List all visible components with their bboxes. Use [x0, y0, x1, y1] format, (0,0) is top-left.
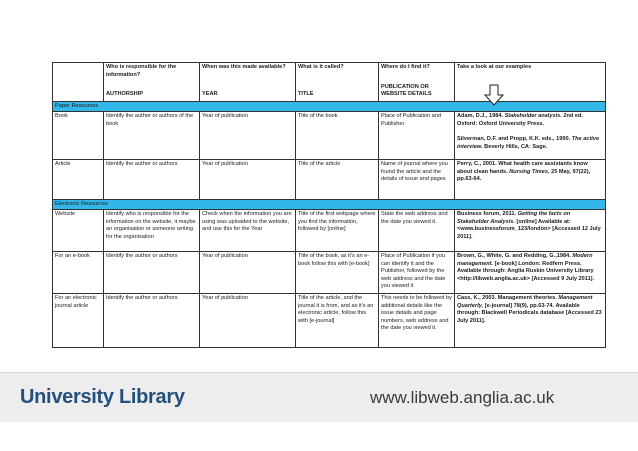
row-type: For an electronic journal article — [53, 294, 104, 348]
header-title — [296, 63, 379, 102]
table-row — [53, 112, 606, 160]
row-title: Title of the article — [296, 160, 379, 200]
section-row-electronic — [53, 200, 606, 210]
header-what-question: What is it called? — [298, 64, 344, 70]
row-title: Title of the article, and the journal it is from, and as it's an electronic article, follow this with [e-journal] — [296, 294, 379, 348]
header-authorship — [104, 63, 200, 102]
row-publication: Name of journal where you found the article and the details of issue and pages — [379, 160, 455, 200]
section-label-paper: Paper Resources — [53, 102, 606, 112]
header-empty-cell — [53, 63, 104, 102]
row-type: For an e-book — [53, 252, 104, 294]
table-row — [53, 160, 606, 200]
header-publication — [379, 63, 455, 102]
footer-banner — [0, 372, 638, 423]
row-type: Website — [53, 210, 104, 252]
row-authorship: Identify the author or authors — [104, 294, 200, 348]
header-year — [200, 63, 296, 102]
header-examples-label: Take a look at our examples — [457, 64, 532, 70]
row-year: Year of publication — [200, 252, 296, 294]
row-type: Book — [53, 112, 104, 160]
row-year: Year of publication — [200, 112, 296, 160]
section-label-electronic: Electronic Resources — [53, 200, 606, 210]
row-example: Perry, C., 2001. What health care assistants know about clean hands. Nursing Times, 25 May, 97(22), pp.63-64. — [455, 160, 606, 200]
row-example: Brown, G., White, G. and Redding, G.,1984. Modern management. [e-book] London: Redfern Press. Available through: Anglia Ruskin University Library <http://libweb.anglia.ac.uk> [Accessed 9 July 2011]. — [455, 252, 606, 294]
row-example — [455, 112, 606, 160]
reference-table — [52, 62, 606, 348]
row-example: Business forum, 2011. Getting the facts on Stakeholder Analysis. [online] Available at: <www.businessforum_123/london> [Accessed 12 July 2011]. — [455, 210, 606, 252]
row-publication: This needs to be followed by additional details like the issue details and page numbers, web address and the date you viewed it. — [379, 294, 455, 348]
section-row-paper — [53, 102, 606, 112]
row-publication: Place of Publication if you can identify it and the Publisher, followed by the web address and the date you viewed it — [379, 252, 455, 294]
row-publication: State the web address and the date you viewed it. — [379, 210, 455, 252]
header-when-keyword: YEAR — [202, 91, 218, 98]
row-publication: Place of Publication and Publisher — [379, 112, 455, 160]
header-what-keyword: TITLE — [298, 91, 314, 98]
row-authorship: Identify the author or authors of the book — [104, 112, 200, 160]
row-authorship: Identify the author or authors — [104, 160, 200, 200]
header-when-question: When was this made available? — [202, 64, 286, 70]
row-authorship: Identify the author or authors — [104, 252, 200, 294]
row-example: Cass, K., 2003. Management theories. Management Quarterly, [e-journal] 78(9), pp.63-74. Available through: Blackwell Periodicals database [Accessed 23 July 2011]. — [455, 294, 606, 348]
example-reference: Adam, D.J., 1984. Stakeholder analysis. 2nd ed. Oxford: Oxford University Press. — [457, 113, 583, 127]
library-website-link[interactable]: www.libweb.anglia.ac.uk — [370, 388, 555, 407]
header-who-question: Who is responsible for the information? — [106, 64, 177, 78]
row-authorship: Identify who is responsible for the information on the website, it maybe an organisation or someone writing for the organisation — [104, 210, 200, 252]
header-where-question: Where do I find it? — [381, 64, 430, 70]
row-year: Year of publication — [200, 160, 296, 200]
example-reference: Silverman, D.F. and Propp, K.K. eds., 1990. The active interview. Beverly Hills, CA: Sage. — [457, 136, 600, 150]
header-examples — [455, 63, 606, 102]
row-year: Check when the information you are using was uploaded to the website, and use this for the Year — [200, 210, 296, 252]
row-year: Year of publication — [200, 294, 296, 348]
table-row — [53, 252, 606, 294]
down-arrow-icon — [483, 84, 505, 106]
table-row — [53, 294, 606, 348]
header-row — [53, 63, 606, 102]
table-row — [53, 210, 606, 252]
row-type: Article — [53, 160, 104, 200]
row-title: Title of the book — [296, 112, 379, 160]
university-library-logo: University Library — [20, 386, 185, 408]
header-where-keyword: PUBLICATION OR WEBSITE DETAILS — [381, 83, 432, 98]
page-bottom-margin — [0, 422, 638, 451]
row-title: Title of the book, as it's an e-book follow this with [e-book] — [296, 252, 379, 294]
header-who-keyword: AUTHORSHIP — [106, 91, 143, 98]
row-title: Title of the first webpage where you find the information, followed by [online] — [296, 210, 379, 252]
